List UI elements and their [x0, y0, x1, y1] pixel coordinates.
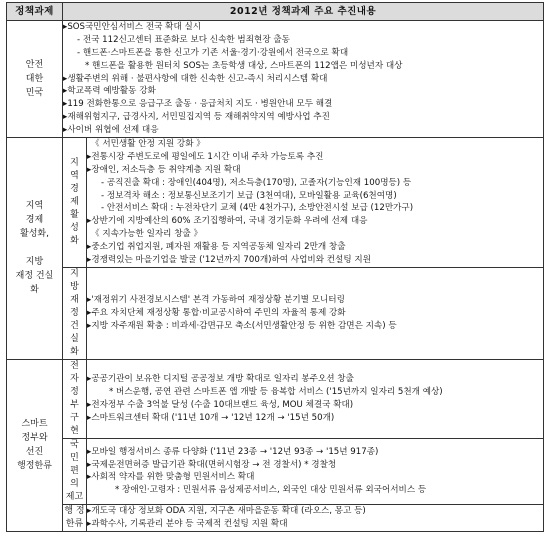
- content-line: ▸경쟁력있는 마을기업을 발굴 ('12년까지 700개)하여 사업비와 컨설팅 지원: [87, 255, 371, 266]
- subsection-row: [7, 138, 544, 268]
- content-line: - 정보격차 해소 : 정보통신보조기기 보급 (3천여대), 모바일활용 교육(6천여명): [101, 190, 397, 201]
- category-cell: 안전 대한 민국: [7, 21, 63, 138]
- content-line: * 장애인·고령자 : 민원서류 음성제공서비스, 외국인 대상 민원서류 외국어서비스 등: [115, 485, 427, 496]
- subcategory-cell: 전 자 정 부 구 현: [63, 359, 87, 438]
- content-line: ▸국제운전면허증 발급기관 확대(면허시험장 → 전 경찰서) * 경찰청: [87, 459, 337, 470]
- content-line: - 전국 112신고센터 표준화로 보다 신속한 범죄현장 출동: [77, 34, 290, 45]
- section-content: [87, 267, 544, 359]
- content-line: ▸주요 자치단체 재정상황 통합·비교공시하여 주민의 자율적 통제 강화: [87, 307, 346, 318]
- content-line: ▸지방 자주재원 확충 : 비과세·감면규모 축소(서민생활안정 등 위한 감면은 지속) 등: [87, 320, 397, 331]
- subsection-row: [7, 504, 544, 531]
- content-line: ▸개도국 대상 정보화 ODA 지원, 지구촌 새마을운동 확대 (라오스, 몽고 등): [87, 506, 366, 517]
- content-line: ▸상반기에 지방예산의 60% 조기집행하여, 국내 경기둔화 우려에 선제 대응: [87, 216, 368, 227]
- content-line: ▸SOS국민안심서비스 전국 확대 실시: [63, 22, 202, 32]
- section-row: [7, 21, 544, 138]
- content-line: ▸사회적 약자를 위한 맞춤형 민원서비스 확대: [87, 472, 255, 483]
- content-line: ▸과학수사, 기록관리 분야 등 국제적 컨설팅 지원 확대: [87, 518, 288, 529]
- policy-table: [6, 2, 544, 532]
- content-line: ▸사이버 위협에 선제 대응: [63, 125, 159, 136]
- subsection-row: [7, 267, 544, 359]
- subcategory-cell: 지 방 재 정 건 실 화: [63, 267, 87, 359]
- content-line: ▸전통시장 주변도로에 평일에도 1시간 이내 주차 가능토록 추진: [87, 151, 324, 162]
- section-content: [87, 359, 544, 438]
- content-line: ▸119 전화한통으로 응급구조 출동 · 응급처치 지도 · 병원안내 모두 해결: [63, 99, 333, 110]
- subsection-row: [7, 438, 544, 504]
- content-line: ▸재해위험지구, 급경사지, 서민밀집지역 등 재해취약지역 예방사업 추진: [63, 112, 330, 123]
- subcategory-cell: 국 민 편 의 제고: [63, 438, 87, 504]
- content-line: ▸생활주변의 위해 · 불편사항에 대한 신속한 신고-즉시 처리시스템 확대: [63, 73, 328, 84]
- content-line: ▸중소기업 취업지원, 폐자원 재활용 등 지역공동체 일자리 2만개 창출: [87, 242, 346, 253]
- content-line: ▸전자정부 수출 3억불 달성 (수출 10대브랜드 육성, MOU 체결국 확대): [87, 399, 354, 410]
- content-line: - 공직진출 확대 : 장애인(404명), 저소득층(170명), 고졸자(기능인재 100명등) 등: [101, 177, 412, 188]
- content-line: - 안전서비스 확대 : 누전차단기 교체 (4만 4천가구), 소방안전시설 보급 (12만가구): [101, 203, 414, 214]
- subheading-line: 《 지속가능한 일자리 창출 》: [91, 229, 203, 240]
- content-line: ▸학교폭력 예방활동 강화: [63, 86, 156, 97]
- category-cell: 스마트 정부와 선진 행정한류: [7, 359, 63, 531]
- subsection-row: [7, 359, 544, 438]
- subcategory-cell: 지 역 경 제 활 성 화: [63, 138, 87, 268]
- header-policy-task: 정책과제: [7, 3, 63, 21]
- section-content: [87, 438, 544, 504]
- subheading-line: 《 서민생활 안정 지원 강화 》: [91, 139, 205, 150]
- section-content: [63, 21, 544, 138]
- content-line: * 버스운행, 공연 관련 스마트폰 앱 개발 등 융복합 서비스 ('15년까지 일자리 5천개 예상): [109, 387, 443, 398]
- content-line: ▸장애인, 저소득층 등 취약계층 지원 확대: [87, 164, 241, 175]
- content-line: ▸모바일 행정서비스 종류 다양화 ('11년 23종 → '12년 93종 → '15년 917종): [87, 446, 379, 457]
- table-header-row: [7, 3, 544, 21]
- content-line: * 핸드폰을 활용한 원터치 SOS는 초등학생 대상, 스마트폰의 112앱은 미성년자 대상: [85, 60, 403, 71]
- content-line: ▸공공기관이 보유한 디지털 공공정보 개방 확대로 일자리 봉주오션 창출: [87, 374, 354, 385]
- section-content: [87, 138, 544, 268]
- section-content: [87, 504, 544, 531]
- subcategory-cell: 행 정 한류: [63, 504, 87, 531]
- category-cell: 지역 경제 활성화, 지방 재정 건실 화: [7, 138, 63, 360]
- content-line: - 핸드폰·스마트폰을 통한 신고가 기존 서울·경기·강원에서 전국으로 확대: [77, 47, 349, 58]
- content-line: ▸스마트워크센터 확대 ('11년 10개 → '12년 12개 → '15년 50개): [87, 412, 335, 423]
- content-line: ▸'재정위기 사전경보시스템' 본격 가동하여 재정상황 분기별 모니터링: [87, 295, 345, 306]
- header-main-content: 2012년 정책과제 주요 추진내용: [63, 3, 544, 21]
